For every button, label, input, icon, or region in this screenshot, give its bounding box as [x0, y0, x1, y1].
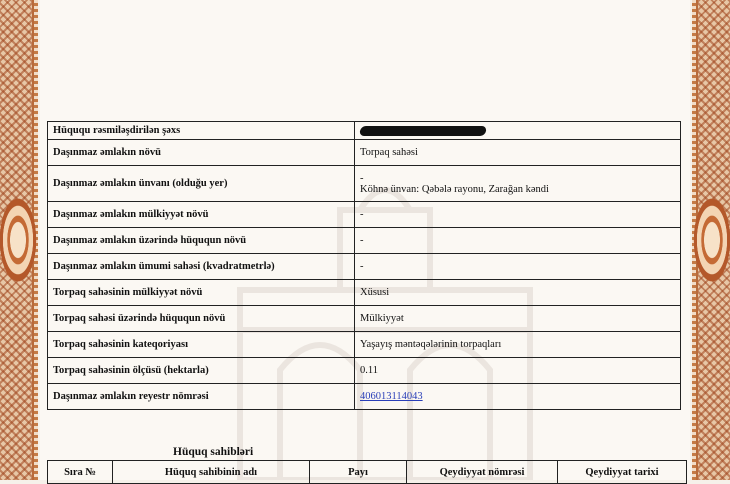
row-label: Torpaq sahəsi üzərində hüququn növü: [48, 306, 355, 332]
row-value: Mülkiyyət: [355, 306, 681, 332]
row-label: Daşınmaz əmlakın ünvanı (olduğu yer): [48, 166, 355, 202]
row-label: Torpaq sahəsinin ölçüsü (hektarla): [48, 358, 355, 384]
row-label: Torpaq sahəsinin mülkiyyət növü: [48, 280, 355, 306]
row-value: [355, 122, 681, 140]
table-row: [48, 332, 681, 358]
table-row: [48, 358, 681, 384]
table-row: [48, 280, 681, 306]
row-value: Xüsusi: [355, 280, 681, 306]
row-value: Yaşayış məntəqələrinin torpaqları: [355, 332, 681, 358]
row-label: Daşınmaz əmlakın mülkiyyət növü: [48, 202, 355, 228]
row-label: Daşınmaz əmlakın reyestr nömrəsi: [48, 384, 355, 410]
header-cell-number: Sıra №: [48, 461, 113, 484]
row-value: [355, 166, 681, 202]
redacted-name: [359, 126, 487, 136]
table-row: [48, 140, 681, 166]
table-row: [48, 166, 681, 202]
registry-number-link[interactable]: 406013114043: [360, 391, 423, 402]
table-row: [48, 122, 681, 140]
row-label: Daşınmaz əmlakın növü: [48, 140, 355, 166]
owners-header-row: [48, 461, 687, 484]
row-value: 0.11: [355, 358, 681, 384]
row-label: Hüququ rəsmiləşdirilən şəxs: [48, 122, 355, 140]
table-row: [48, 202, 681, 228]
row-value: -: [355, 202, 681, 228]
row-value: -: [355, 228, 681, 254]
row-value: Torpaq sahəsi: [355, 140, 681, 166]
row-label: Daşınmaz əmlakın üzərində hüququn növü: [48, 228, 355, 254]
header-cell-registration-date: Qeydiyyat tarixi: [558, 461, 687, 484]
left-rosette-ornament: [0, 190, 40, 290]
table-row: [48, 254, 681, 280]
address-value: -: [360, 172, 364, 184]
row-value: -: [355, 254, 681, 280]
owners-section-title: Hüquq sahibləri: [173, 446, 254, 458]
row-label: Torpaq sahəsinin kateqoriyası: [48, 332, 355, 358]
table-row: [48, 306, 681, 332]
row-label: Daşınmaz əmlakın ümumi sahəsi (kvadratmetrlə): [48, 254, 355, 280]
header-cell-share: Payı: [310, 461, 407, 484]
property-info-table: [47, 121, 681, 410]
header-cell-registration-number: Qeydiyyat nömrəsi: [407, 461, 558, 484]
table-row: [48, 228, 681, 254]
table-row: [48, 384, 681, 410]
old-address-value: Köhnə ünvan: Qəbələ rayonu, Zarağan kəndi: [360, 183, 549, 195]
header-cell-owner-name: Hüquq sahibinin adı: [113, 461, 310, 484]
right-rosette-ornament: [690, 190, 730, 290]
row-value: [355, 384, 681, 410]
owners-table: [47, 460, 687, 484]
